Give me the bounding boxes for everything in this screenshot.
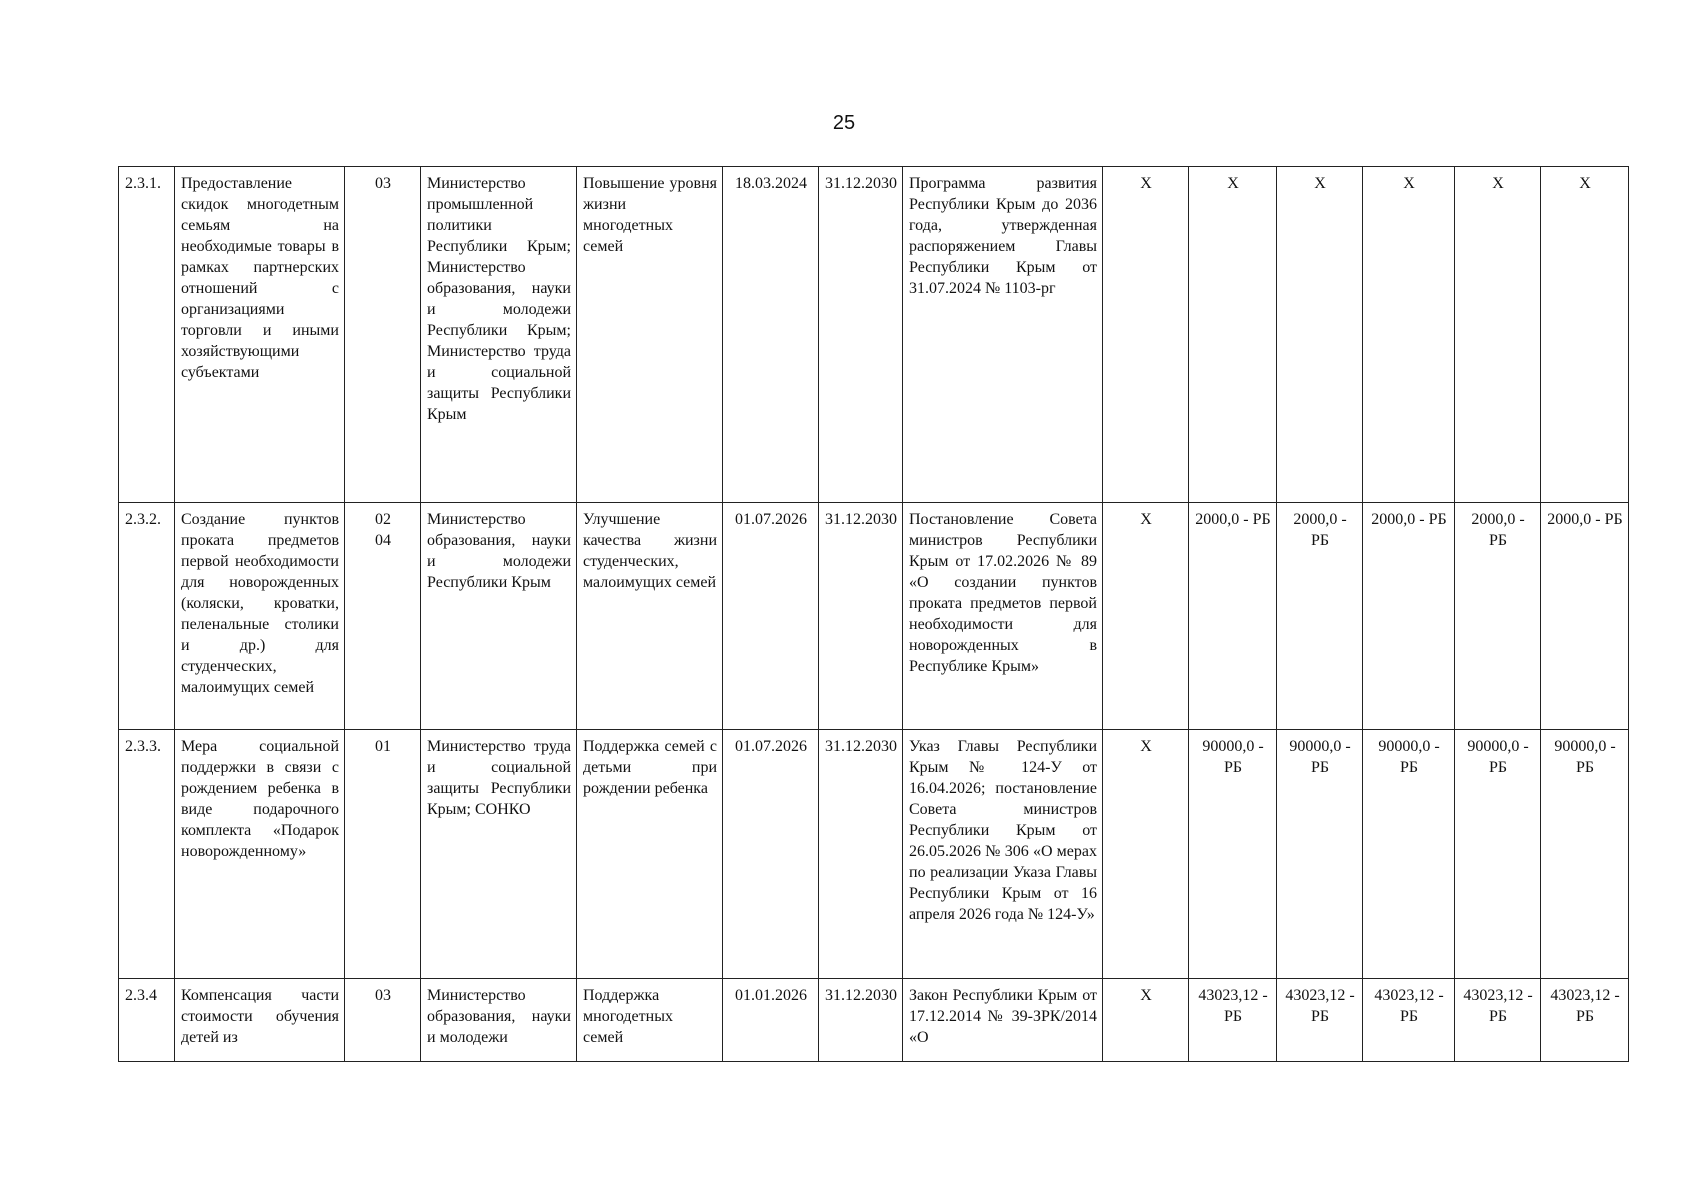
funding-cell: X	[1363, 167, 1455, 503]
row-number: 2.3.2.	[119, 503, 175, 730]
funding-cell: 43023,12 - РБ	[1189, 979, 1277, 1062]
funding-cell: X	[1103, 503, 1189, 730]
measures-table	[118, 166, 1629, 1062]
funding-cell: 2000,0 - РБ	[1363, 503, 1455, 730]
funding-cell: 2000,0 - РБ	[1189, 503, 1277, 730]
funding-cell: X	[1103, 730, 1189, 979]
legal-basis: Программа развития Республики Крым до 2036 года, утвержденная распоряжением Главы Республики Крым от 31.07.2024 № 1103-рг	[903, 167, 1103, 503]
row-number: 2.3.1.	[119, 167, 175, 503]
measure-code: 02 04	[345, 503, 421, 730]
measure-name: Предоставление скидок многодетным семьям на необходимые товары в рамках партнерских отношений с организациями торговли и иными хозяйствующими субъектами	[175, 167, 345, 503]
funding-cell: X	[1455, 167, 1541, 503]
legal-basis: Постановление Совета министров Республики Крым от 17.02.2026 № 89 «О создании пунктов проката предметов первой необходимости для новорожденных в Республике Крым»	[903, 503, 1103, 730]
row-number: 2.3.3.	[119, 730, 175, 979]
funding-cell: 90000,0 - РБ	[1541, 730, 1629, 979]
funding-cell: 90000,0 - РБ	[1363, 730, 1455, 979]
measure-result: Улучшение качества жизни студенческих, малоимущих семей	[577, 503, 723, 730]
funding-cell: 2000,0 - РБ	[1541, 503, 1629, 730]
measure-executor: Министерство промышленной политики Республики Крым; Министерство образования, науки и молодежи Республики Крым; Министерство труда и социальной защиты Республики Крым	[421, 167, 577, 503]
row-number: 2.3.4	[119, 979, 175, 1062]
end-date: 31.12.2030	[819, 503, 903, 730]
funding-cell: X	[1277, 167, 1363, 503]
funding-cell: 90000,0 - РБ	[1277, 730, 1363, 979]
measure-result: Поддержка многодетных семей	[577, 979, 723, 1062]
start-date: 01.01.2026	[723, 979, 819, 1062]
end-date: 31.12.2030	[819, 979, 903, 1062]
funding-cell: X	[1103, 979, 1189, 1062]
measure-code: 01	[345, 730, 421, 979]
measure-name: Компенсация части стоимости обучения детей из	[175, 979, 345, 1062]
funding-cell: 90000,0 - РБ	[1455, 730, 1541, 979]
measure-code: 03	[345, 979, 421, 1062]
end-date: 31.12.2030	[819, 730, 903, 979]
page-number: 25	[832, 112, 856, 134]
measure-executor: Министерство образования, науки и молодежи Республики Крым	[421, 503, 577, 730]
funding-cell: X	[1541, 167, 1629, 503]
legal-basis: Указ Главы Республики Крым № 124-У от 16.04.2026; постановление Совета министров Республики Крым от 26.05.2026 № 306 «О мерах по реализации Указа Главы Республики Крым от 16 апреля 2026 года № 124-У»	[903, 730, 1103, 979]
funding-cell: 43023,12 - РБ	[1277, 979, 1363, 1062]
start-date: 18.03.2024	[723, 167, 819, 503]
table-row	[119, 167, 1629, 503]
funding-cell: 2000,0 - РБ	[1455, 503, 1541, 730]
measure-name: Создание пунктов проката предметов первой необходимости для новорожденных (коляски, кроватки, пеленальные столики и др.) для студенческих, малоимущих семей	[175, 503, 345, 730]
start-date: 01.07.2026	[723, 730, 819, 979]
measure-executor: Министерство образования, науки и молодежи	[421, 979, 577, 1062]
measure-code: 03	[345, 167, 421, 503]
start-date: 01.07.2026	[723, 503, 819, 730]
measure-result: Повышение уровня жизни многодетных семей	[577, 167, 723, 503]
funding-cell: X	[1189, 167, 1277, 503]
measure-name: Мера социальной поддержки в связи с рождением ребенка в виде подарочного комплекта «Подарок новорожденному»	[175, 730, 345, 979]
measure-result: Поддержка семей с детьми при рождении ребенка	[577, 730, 723, 979]
funding-cell: 2000,0 - РБ	[1277, 503, 1363, 730]
table-row	[119, 730, 1629, 979]
table-row	[119, 503, 1629, 730]
measure-executor: Министерство труда и социальной защиты Республики Крым; СОНКО	[421, 730, 577, 979]
funding-cell: X	[1103, 167, 1189, 503]
funding-cell: 43023,12 - РБ	[1363, 979, 1455, 1062]
funding-cell: 43023,12 - РБ	[1455, 979, 1541, 1062]
funding-cell: 90000,0 - РБ	[1189, 730, 1277, 979]
funding-cell: 43023,12 - РБ	[1541, 979, 1629, 1062]
table-row	[119, 979, 1629, 1062]
legal-basis: Закон Республики Крым от 17.12.2014 № 39-ЗРК/2014 «О	[903, 979, 1103, 1062]
end-date: 31.12.2030	[819, 167, 903, 503]
